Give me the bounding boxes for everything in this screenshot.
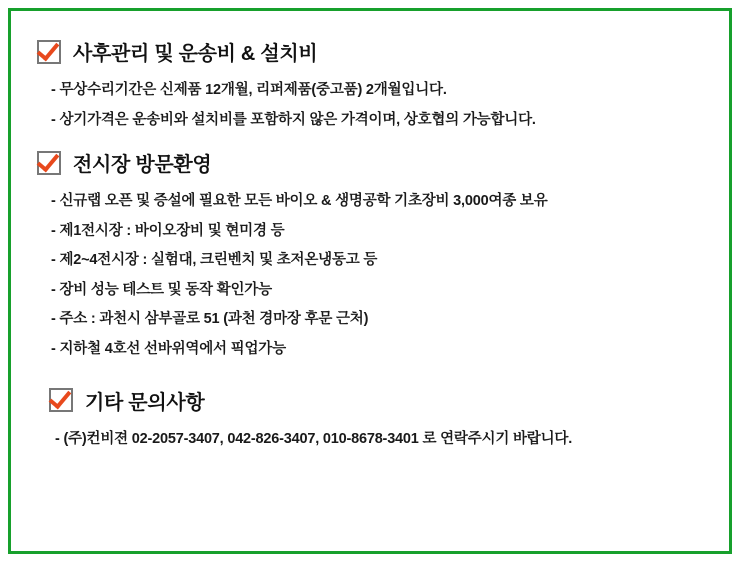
body-line: - 신규랩 오픈 및 증설에 필요한 모든 바이오 & 생명공학 기초장비 3,000여종 보유: [51, 193, 548, 210]
section-body: [37, 80, 703, 130]
section-title: 전시장 방문환영: [73, 154, 212, 177]
body-line: - 제1전시장 : 바이오장비 및 현미경 등: [51, 222, 285, 239]
section-showroom-visit: [37, 148, 703, 359]
document-frame: [8, 8, 732, 554]
section-other-inquiries: [37, 386, 703, 450]
body-line: - (주)컨비젼 02-2057-3407, 042-826-3407, 010-8678-3401 로 연락주시기 바랍니다.: [55, 430, 573, 447]
checkbox-checked-icon: [37, 40, 61, 64]
body-line: - 주소 : 과천시 삼부골로 51 (과천 경마장 후문 근처): [51, 311, 369, 328]
section-header: [49, 386, 703, 415]
body-line: - 제2~4전시장 : 실험대, 크린벤치 및 초저온냉동고 등: [51, 252, 378, 269]
checkbox-checked-icon: [49, 388, 73, 412]
section-header: [37, 148, 703, 177]
body-line: - 무상수리기간은 신제품 12개월, 리퍼제품(중고품) 2개월입니다.: [51, 82, 447, 98]
section-body: [37, 191, 703, 359]
body-line: - 장비 성능 테스트 및 동작 확인가능: [51, 281, 272, 298]
section-title: 기타 문의사항: [85, 391, 205, 414]
section-header: [37, 37, 703, 66]
checkbox-checked-icon: [37, 151, 61, 175]
section-body: [37, 429, 703, 450]
section-after-sales: [37, 37, 703, 130]
body-line: - 지하철 4호선 선바위역에서 픽업가능: [51, 341, 286, 358]
section-title: 사후관리 및 운송비 & 설치비: [73, 43, 318, 65]
body-line: - 상기가격은 운송비와 설치비를 포함하지 않은 가격이며, 상호협의 가능합니다.: [51, 111, 536, 128]
